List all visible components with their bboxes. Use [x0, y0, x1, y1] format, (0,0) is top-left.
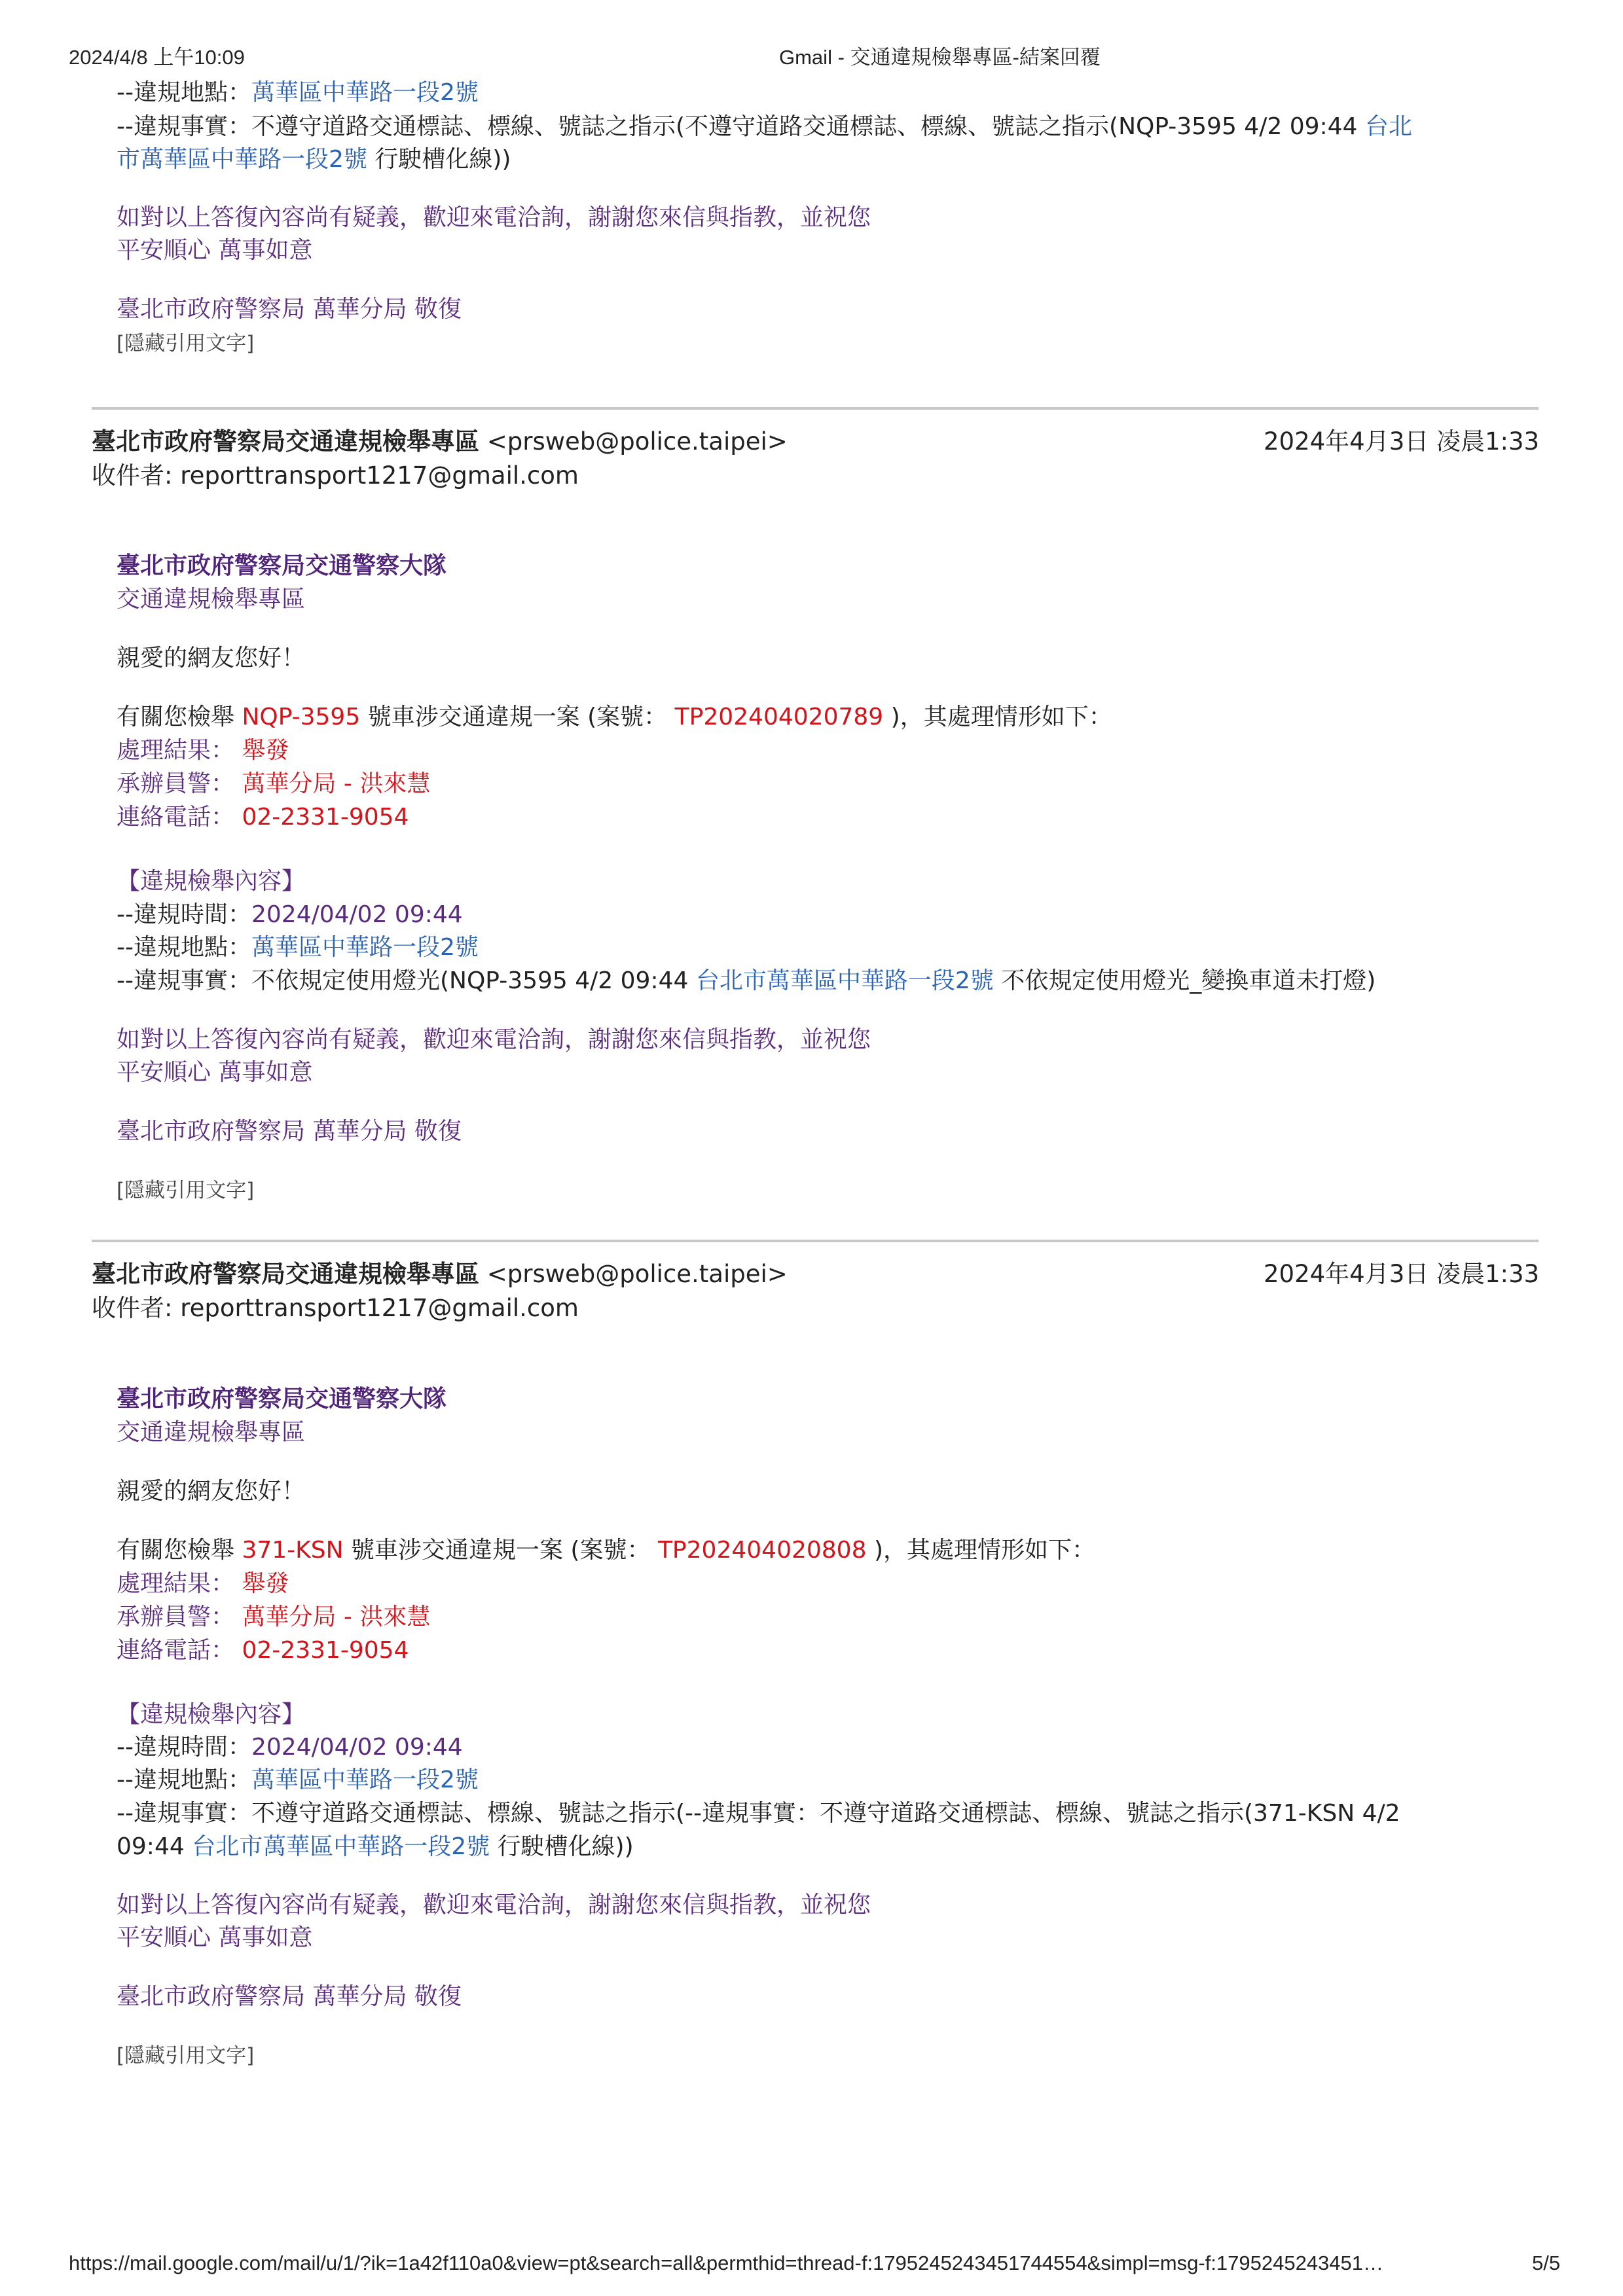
message-1-time: --違規時間：2024/04/02 09:44: [117, 901, 463, 928]
message-1-org: 臺北市政府警察局交通警察大隊: [117, 552, 447, 579]
message-2-fact-line-1: --違規事實：不遵守道路交通標誌、標線、號誌之指示(--違規事實：不遵守道路交通標誌、標線、號誌之指示(371-KSN 4/2: [117, 1800, 1400, 1827]
print-footer: [0, 2251, 1623, 2280]
prev-hidden-quote[interactable]: [隱藏引用文字]: [117, 332, 255, 355]
message-1-intro: 有關您檢舉 NQP-3595 號車涉交通違規一案 (案號： TP202404020789 )，其處理情形如下：: [117, 704, 1112, 730]
message-1-sender-email: <prsweb@police.taipei>: [479, 427, 788, 456]
message-2-fact-link[interactable]: 台北市萬華區中華路一段2號: [192, 1833, 490, 1860]
prev-fact-line-1: --違規事實：不遵守道路交通標誌、標線、號誌之指示(不遵守道路交通標誌、標線、號誌之指示(NQP-3595 4/2 09:44 台北: [117, 113, 1412, 140]
message-2-greeting: 親愛的網友您好！: [117, 1478, 306, 1505]
message-2-sender-email: <prsweb@police.taipei>: [479, 1260, 788, 1288]
message-1-section-title: 【違規檢舉內容】: [117, 868, 306, 895]
message-divider: [92, 407, 1539, 410]
message-1-dept: 交通違規檢舉專區: [117, 586, 306, 613]
message-2-officer: 承辦員警： 萬華分局 - 洪來慧: [117, 1604, 431, 1630]
prev-closing-2: 平安順心 萬事如意: [117, 237, 313, 264]
prev-closing-1: 如對以上答復內容尚有疑義，歡迎來電洽詢，謝謝您來信與指教，並祝您: [117, 204, 871, 231]
message-2-date: 2024年4月3日 凌晨1:33: [1264, 1260, 1540, 1288]
message-1-case-no: TP202404020789: [674, 704, 884, 730]
print-page-number: 5/5: [1532, 2251, 1561, 2274]
message-1-recipient: 收件者: reporttransport1217@gmail.com: [92, 461, 579, 490]
print-url: https://mail.google.com/mail/u/1/?ik=1a42f110a0&view=pt&search=all&permthid=thread-f:1795245243451744554&simpl=msg-f:1795245243451…: [69, 2251, 1384, 2274]
message-2-signature: 臺北市政府警察局 萬華分局 敬復: [117, 1983, 462, 2010]
message-1-result: 處理結果： 舉發: [117, 737, 289, 764]
message-divider: [92, 1240, 1539, 1242]
message-1-location-link[interactable]: 萬華區中華路一段2號: [251, 934, 479, 961]
print-header: [0, 41, 1623, 69]
prev-fact-line-2: 市萬華區中華路一段2號 行駛槽化線)): [117, 146, 511, 173]
message-2-hidden-quote[interactable]: [隱藏引用文字]: [117, 2044, 255, 2068]
prev-location-link[interactable]: 萬華區中華路一段2號: [251, 79, 479, 106]
message-1-plate: NQP-3595: [242, 704, 361, 730]
message-2-recipient: 收件者: reporttransport1217@gmail.com: [92, 1294, 579, 1322]
message-1-closing-2: 平安順心 萬事如意: [117, 1059, 313, 1086]
message-2-closing-2: 平安順心 萬事如意: [117, 1924, 313, 1951]
message-2-location-link[interactable]: 萬華區中華路一段2號: [251, 1767, 479, 1793]
message-2-intro: 有關您檢舉 371-KSN 號車涉交通違規一案 (案號： TP202404020808 )，其處理情形如下：: [117, 1537, 1095, 1564]
prev-signature: 臺北市政府警察局 萬華分局 敬復: [117, 296, 462, 323]
message-1-signature: 臺北市政府警察局 萬華分局 敬復: [117, 1118, 462, 1145]
message-2-time: --違規時間：2024/04/02 09:44: [117, 1734, 463, 1761]
message-1-greeting: 親愛的網友您好！: [117, 645, 306, 672]
message-2-sender: 臺北市政府警察局交通違規檢舉專區 <prsweb@police.taipei>: [92, 1260, 788, 1288]
message-1-fact: --違規事實：不依規定使用燈光(NQP-3595 4/2 09:44 台北市萬華區中華路一段2號 不依規定使用燈光_變換車道未打燈): [117, 967, 1376, 994]
message-2-closing-1: 如對以上答復內容尚有疑義，歡迎來電洽詢，謝謝您來信與指教，並祝您: [117, 1892, 871, 1918]
print-datetime: 2024/4/8 上午10:09: [69, 46, 245, 69]
message-2-org: 臺北市政府警察局交通警察大隊: [117, 1386, 447, 1412]
message-1-fact-link[interactable]: 台北市萬華區中華路一段2號: [695, 967, 994, 994]
prev-fact-link-a[interactable]: 台北: [1364, 113, 1412, 140]
message-2-result: 處理結果： 舉發: [117, 1570, 289, 1597]
message-1-location: --違規地點：萬華區中華路一段2號: [117, 934, 479, 961]
message-2-dept: 交通違規檢舉專區: [117, 1419, 306, 1446]
print-title: Gmail - 交通違規檢舉專區-結案回覆: [779, 46, 1101, 69]
message-2-location: --違規地點：萬華區中華路一段2號: [117, 1767, 479, 1793]
message-1-closing-1: 如對以上答復內容尚有疑義，歡迎來電洽詢，謝謝您來信與指教，並祝您: [117, 1026, 871, 1053]
message-1-hidden-quote[interactable]: [隱藏引用文字]: [117, 1179, 255, 1202]
message-1-phone: 連絡電話： 02-2331-9054: [117, 804, 409, 831]
message-2-case-no: TP202404020808: [657, 1537, 867, 1564]
message-2-section-title: 【違規檢舉內容】: [117, 1701, 306, 1728]
message-1-sender: 臺北市政府警察局交通違規檢舉專區 <prsweb@police.taipei>: [92, 427, 788, 456]
message-1-date: 2024年4月3日 凌晨1:33: [1264, 427, 1540, 456]
message-2-fact-line-2: 09:44 台北市萬華區中華路一段2號 行駛槽化線)): [117, 1833, 634, 1860]
prev-fact-link-b[interactable]: 市萬華區中華路一段2號: [117, 146, 367, 173]
message-2-phone: 連絡電話： 02-2331-9054: [117, 1637, 409, 1664]
prev-location-line: --違規地點：萬華區中華路一段2號: [117, 79, 479, 106]
message-2-plate: 371-KSN: [242, 1537, 344, 1564]
message-1-officer: 承辦員警： 萬華分局 - 洪來慧: [117, 770, 431, 797]
